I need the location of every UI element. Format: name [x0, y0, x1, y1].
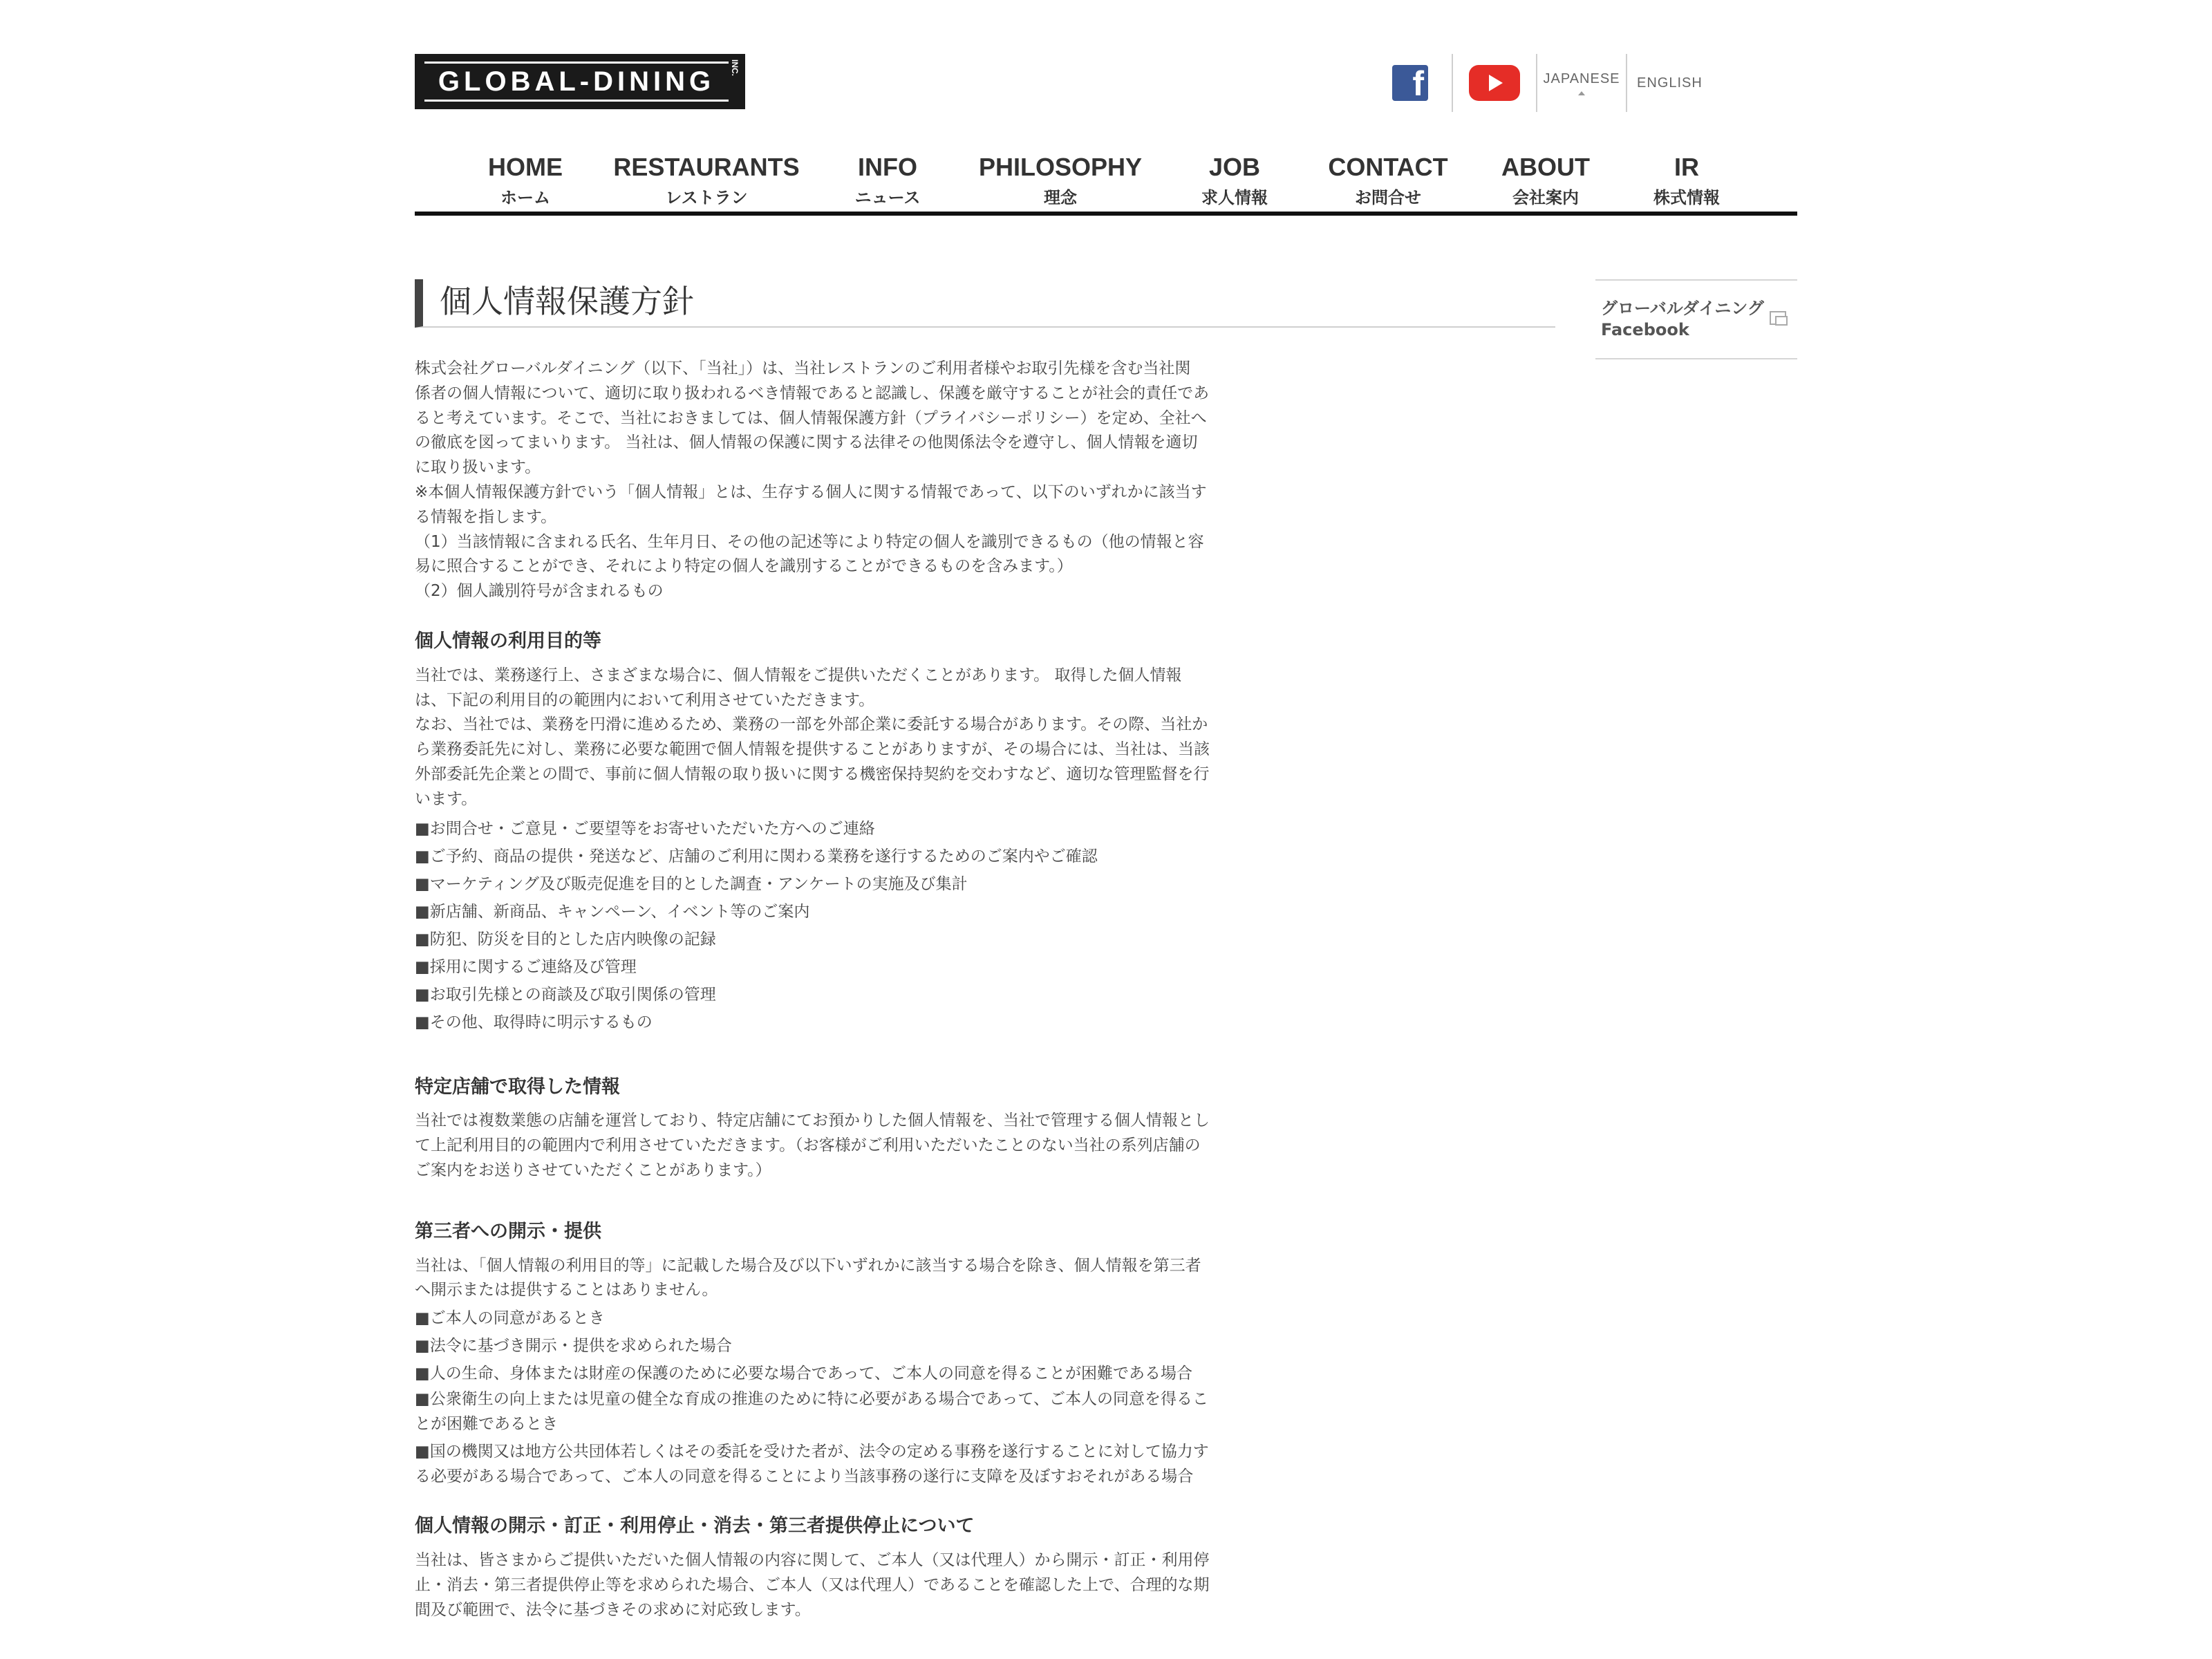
- section-purpose-body: [415, 664, 1253, 812]
- text-line: ご案内をお送りさせていただくことがあります。）: [415, 1161, 771, 1179]
- nav-label-en: HOME: [488, 153, 563, 181]
- text-line: 当社は、「個人情報の利用目的等」に記載した場合及び以下いずれかに該当する場合を除き、個人情報を第三者: [415, 1256, 1201, 1275]
- nav-label-jp: 株式情報: [1653, 187, 1720, 207]
- section-heading-third-party: 第三者への開示・提供: [415, 1220, 601, 1242]
- section-third-party-body: [415, 1254, 1253, 1304]
- nav-label-jp: お問合せ: [1355, 187, 1421, 207]
- text-line: 当社では複数業態の店舗を運営しており、特定店舗にてお預かりした個人情報を、当社で管理する個人情報とし: [415, 1112, 1210, 1130]
- list-item: ■採用に関するご連絡及び管理: [415, 957, 637, 976]
- list-item: ■防犯、防災を目的とした店内映像の記録: [415, 930, 716, 948]
- nav-label-jp: レストラン: [665, 187, 748, 207]
- text-line: 間及び範囲で、法令に基づきその求めに対応致します。: [415, 1600, 811, 1619]
- text-line: て上記利用目的の範囲内で利用させていただきます。（お客様がご利用いただいたことのない当社の系列店舗の: [415, 1136, 1201, 1155]
- lang-japanese[interactable]: [1537, 54, 1627, 112]
- logo-inc: INC.: [730, 59, 740, 76]
- nav-label-en: PHILOSOPHY: [978, 153, 1143, 181]
- text-line: ら業務委託先に対し、業務に必要な範囲で個人情報を提供することがありますが、その場合には、当社は、当該: [415, 740, 1210, 759]
- list-item: ■マーケティング及び販売促進を目的とした調査・アンケートの実施及び集計: [415, 874, 968, 893]
- list-item: ■新店舗、新商品、キャンペーン、イベント等のご案内: [415, 902, 810, 921]
- section-heading-purpose: 個人情報の利用目的等: [415, 630, 601, 652]
- nav-label-en: IR: [1674, 153, 1699, 181]
- text-line: （1）当該情報に含まれる氏名、生年月日、その他の記述等により特定の個人を識別できるもの（他の情報と容: [415, 532, 1204, 551]
- text-line: 当社は、皆さまからご提供いただいた個人情報の内容に関して、ご本人（又は代理人）から開示・訂正・利用停: [415, 1551, 1210, 1570]
- header-utility: [1369, 54, 1712, 112]
- list-item: [415, 1440, 1253, 1490]
- sidebar-facebook-label: [1601, 298, 1764, 341]
- youtube-icon: [1469, 65, 1520, 101]
- text-line: 止・消去・第三者提供停止等を求められた場合、ご本人（又は代理人）であることを確認した上で、合理的な期: [415, 1575, 1210, 1594]
- section-heading-store: 特定店舗で取得した情報: [415, 1076, 620, 1098]
- text-line: 外部委託先企業との間で、事前に個人情報の取り扱いに関する機密保持契約を交わすなど、適切な管理監督を行: [415, 765, 1210, 783]
- sidebar-facebook-line2: Facebook: [1601, 320, 1689, 339]
- list-item: ■人の生命、身体または財産の保護のために必要な場合であって、ご本人の同意を得ることが困難である場合: [415, 1365, 1193, 1383]
- text-line: 易に照合することができ、それにより特定の個人を識別することができるものを含みます。）: [415, 557, 1073, 576]
- lang-english[interactable]: [1627, 54, 1712, 112]
- intro-block: [415, 357, 1253, 604]
- nav-label-jp: ホーム: [500, 187, 550, 207]
- list-item: ■お問合せ・ご意見・ご要望等をお寄せいただいた方へのご連絡: [415, 819, 875, 838]
- text-line: の徹底を図ってまいります。 当社は、個人情報の保護に関する法律その他関係法令を遵守し、個人情報を適切: [415, 433, 1198, 452]
- text-line: る必要がある場合であって、ご本人の同意を得ることにより当該事務の遂行に支障を及ぼすおそれがある場合: [415, 1467, 1194, 1485]
- nav-label-en: CONTACT: [1328, 153, 1448, 181]
- external-window-icon: [1770, 311, 1786, 325]
- nav-label-jp: ニュース: [854, 187, 921, 207]
- nav-contact[interactable]: [1328, 153, 1447, 208]
- logo-text: GLOBAL-DINING: [424, 62, 729, 102]
- section-store-body: [415, 1109, 1253, 1183]
- nav-label-en: RESTAURANTS: [613, 153, 800, 181]
- nav-ir[interactable]: [1653, 153, 1720, 208]
- text-line: ると考えています。そこで、当社におきましては、個人情報保護方針（プライバシーポリシー）を定め、全社へ: [415, 409, 1207, 427]
- text-line: へ開示または提供することはありません。: [415, 1281, 718, 1300]
- text-line: ※本個人情報保護方針でいう「個人情報」とは、生存する個人に関する情報であって、以下のいずれかに該当す: [415, 482, 1207, 501]
- text-line: る情報を指します。: [415, 507, 557, 526]
- text-line: ■国の機関又は地方公共団体若しくはその委託を受けた者が、法令の定める事務を遂行することに対して協力す: [415, 1442, 1209, 1461]
- nav-restaurants[interactable]: [613, 153, 799, 208]
- text-line: 株式会社グローバルダイニング（以下、「当社」）は、当社レストランのご利用者様やお取引先様を含む当社関: [415, 359, 1191, 377]
- section-disclosure-body: [415, 1548, 1253, 1622]
- third-party-list: [415, 1304, 1253, 1489]
- nav-info[interactable]: [855, 153, 921, 208]
- text-line: います。: [415, 789, 478, 808]
- main-nav: [415, 147, 1797, 216]
- sidebar-facebook-link[interactable]: [1595, 279, 1797, 359]
- global-dining-logo[interactable]: [415, 54, 745, 109]
- lang-english-label: ENGLISH: [1637, 75, 1703, 91]
- nav-label-en: JOB: [1208, 153, 1261, 181]
- list-item: ■ご本人の同意があるとき: [415, 1309, 605, 1328]
- purpose-list: [415, 815, 1253, 1036]
- nav-job[interactable]: [1201, 153, 1268, 208]
- text-line: は、下記の利用目的の範囲内において利用させていただきます。: [415, 691, 875, 709]
- sidebar-facebook-line1: グローバルダイニング: [1601, 298, 1764, 318]
- nav-label-en: ABOUT: [1501, 153, 1590, 181]
- section-heading-disclosure: 個人情報の開示・訂正・利用停止・消去・第三者提供停止について: [415, 1515, 975, 1537]
- nav-label-jp: 理念: [1043, 187, 1077, 207]
- text-line: なお、当社では、業務を円滑に進めるため、業務の一部を外部企業に委託する場合があります。その際、当社か: [415, 715, 1208, 734]
- facebook-link[interactable]: [1369, 54, 1453, 112]
- text-line: に取り扱います。: [415, 458, 541, 477]
- policy-text: [415, 357, 1253, 1623]
- nav-label-jp: 会社案内: [1512, 187, 1579, 207]
- list-item: [415, 1387, 1253, 1437]
- nav-philosophy[interactable]: [979, 153, 1142, 208]
- list-item: ■その他、取得時に明示するもの: [415, 1013, 653, 1031]
- nav-about[interactable]: [1501, 153, 1590, 208]
- nav-label-jp: 求人情報: [1201, 187, 1268, 207]
- list-item: ■ご予約、商品の提供・発送など、店舗のご利用に関わる業務を遂行するためのご案内やご確認: [415, 847, 1098, 865]
- active-caret-icon: [1578, 91, 1585, 95]
- list-item: ■お取引先様との商談及び取引関係の管理: [415, 985, 716, 1004]
- nav-home[interactable]: [488, 153, 563, 208]
- text-line: 当社では、業務遂行上、さまざまな場合に、個人情報をご提供いただくことがあります。 取得した個人情報: [415, 666, 1182, 684]
- text-line: とが困難であるとき: [415, 1414, 558, 1433]
- page-container: [415, 0, 1797, 1659]
- nav-label-en: INFO: [858, 153, 917, 181]
- youtube-link[interactable]: [1453, 54, 1537, 112]
- text-line: （2）個人識別符号が含まれるもの: [415, 582, 664, 601]
- lang-japanese-label: JAPANESE: [1543, 71, 1620, 86]
- text-line: 係者の個人情報について、適切に取り扱われるべき情報であると認識し、保護を厳守することが社会的責任であ: [415, 384, 1210, 402]
- facebook-icon: f: [1392, 65, 1428, 101]
- text-line: ■公衆衛生の向上または児童の健全な育成の推進のために特に必要がある場合であって、ご本人の同意を得るこ: [415, 1390, 1209, 1409]
- list-item: ■法令に基づき開示・提供を求められた場合: [415, 1337, 732, 1356]
- page-title: 個人情報保護方針: [415, 279, 1555, 328]
